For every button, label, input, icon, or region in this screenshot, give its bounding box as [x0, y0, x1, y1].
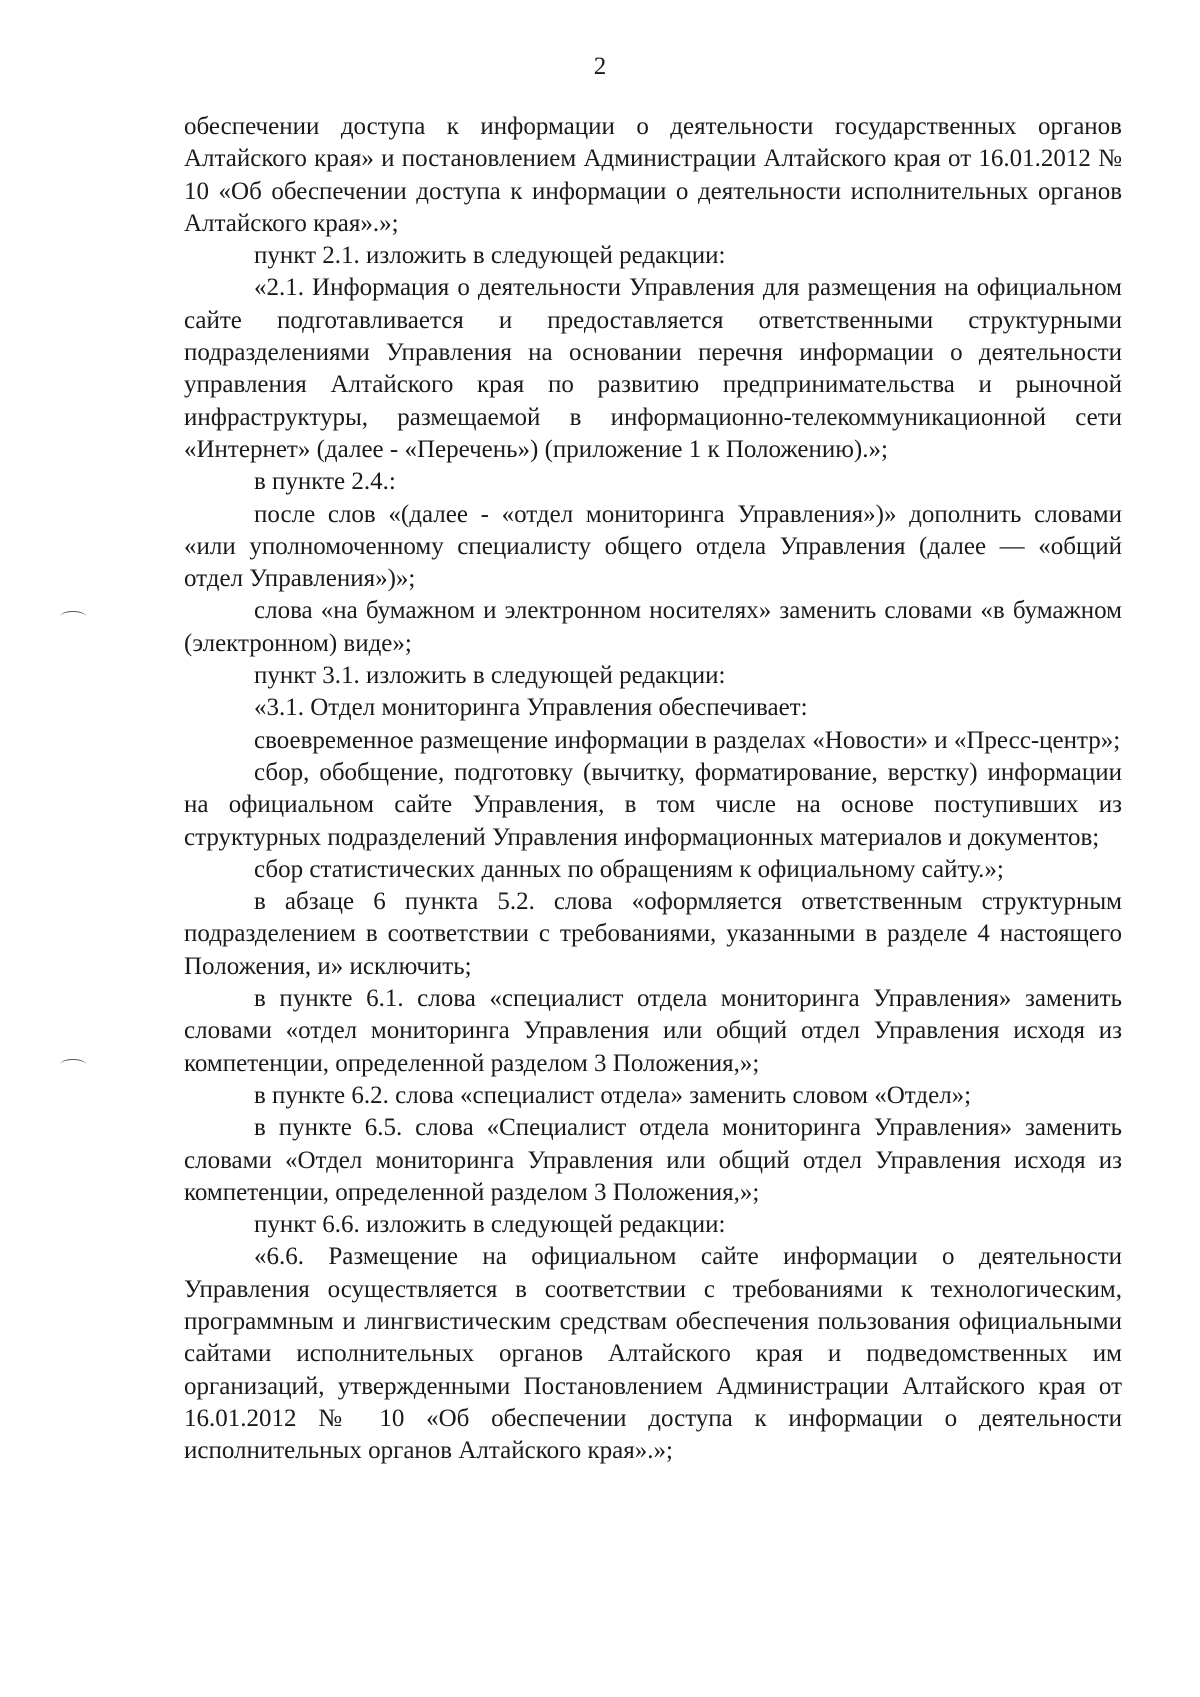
paragraph-item-3-1-text: «3.1. Отдел мониторинга Управления обеспечивает:: [254, 694, 808, 722]
paragraph-item-2-4-heading: в пункте 2.4.:: [254, 468, 396, 496]
paragraph-item-2-1-text: «2.1. Информация о деятельности Управления для размещения на официальном сайте подготавливается и предоставляется ответственными структурными подразделениями Управления на основании перечня информации о деятельности управления Алтайского края по развитию предпринимательства и рыночной инфраструктуры, размещаемой в информационно-телекоммуникационной сети «Интернет» (далее - «Перечень») (приложение 1 к Положению).»;: [184, 274, 1122, 463]
paragraph-item-2-4-addition: после слов «(далее - «отдел мониторинга Управления»)» дополнить словами «или уполномоченному специалисту общего отдела Управления (далее — «общий отдел Управления»)»;: [184, 500, 1122, 593]
page-number: 2: [593, 53, 607, 80]
paragraph-item-2-4-replacement: слова «на бумажном и электронном носителях» заменить словами «в бумажном (электронном) виде»;: [184, 597, 1122, 657]
document-body: [184, 111, 1122, 1467]
scan-artifact-mark: [60, 611, 86, 622]
paragraph-item-6-6-text: «6.6. Размещение на официальном сайте информации о деятельности Управления осуществляется в соответствии с требованиями к технологическим, программным и лингвистическим средствам обеспечения пользования официальными сайтами исполнительных органов Алтайского края и подведомственных им организаций, утвержденными Постановлением Администрации Алтайского края от 16.01.2012 № 10 «Об обеспечении доступа к информации о деятельности исполнительных органов Алтайского края».»;: [184, 1243, 1122, 1465]
scan-artifact-mark: [60, 1059, 86, 1070]
paragraph-continuation: обеспечении доступа к информации о деятельности государственных органов Алтайского края» и постановлением Администрации Алтайского края от 16.01.2012 № 10 «Об обеспечении доступа к информации о деятельности исполнительных органов Алтайского края».»;: [184, 113, 1122, 237]
paragraph-item-6-5: в пункте 6.5. слова «Специалист отдела мониторинга Управления» заменить словами «Отдел мониторинга Управления или общий отдел Управления исходя из компетенции, определенной разделом 3 Положения,»;: [184, 1114, 1122, 1206]
paragraph-item-3-1-heading: пункт 3.1. изложить в следующей редакции:: [254, 662, 726, 690]
paragraph-item-6-6-heading: пункт 6.6. изложить в следующей редакции:: [254, 1211, 726, 1239]
paragraph-item-6-1: в пункте 6.1. слова «специалист отдела мониторинга Управления» заменить словами «отдел мониторинга Управления или общий отдел Управления исходя из компетенции, определенной разделом 3 Положения,»;: [184, 985, 1122, 1077]
paragraph-item-3-1-news: своевременное размещение информации в разделах «Новости» и «Пресс-центр»;: [254, 726, 1121, 754]
paragraph-item-5-2: в абзаце 6 пункта 5.2. слова «оформляется ответственным структурным подразделением в соответствии с требованиями, указанными в разделе 4 настоящего Положения, и» исключить;: [184, 888, 1122, 980]
paragraph-item-6-2: в пункте 6.2. слова «специалист отдела» заменить словом «Отдел»;: [254, 1081, 972, 1109]
paragraph-item-2-1-heading: пункт 2.1. изложить в следующей редакции:: [254, 242, 726, 270]
paragraph-item-3-1-collection: сбор, обобщение, подготовку (вычитку, форматирование, верстку) информации на официальном сайте Управления, в том числе на основе поступивших из структурных подразделений Управления информационных материалов и документов;: [184, 758, 1122, 851]
paragraph-item-3-1-statistics: сбор статистических данных по обращениям к официальному сайту.»;: [254, 855, 1004, 883]
